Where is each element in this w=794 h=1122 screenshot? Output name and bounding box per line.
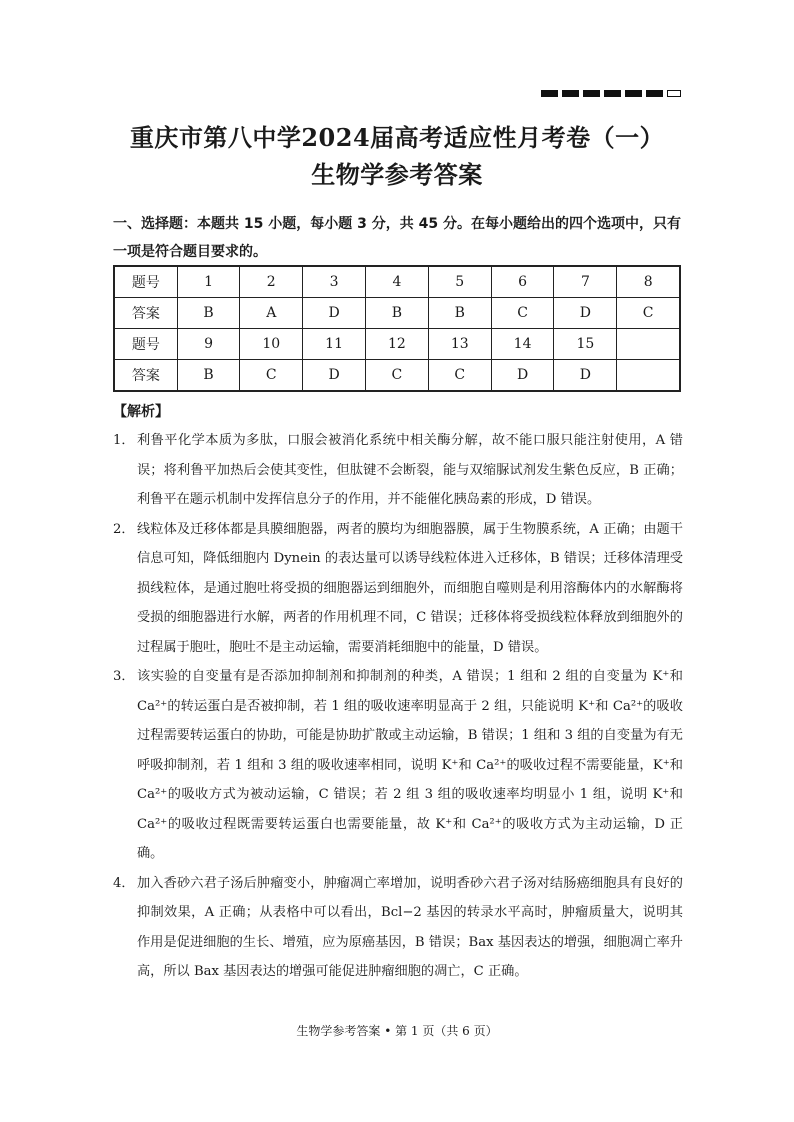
table-cell: 1 <box>177 266 240 298</box>
row-header-cell: 题号 <box>114 266 177 298</box>
mark-block <box>562 90 579 97</box>
mark-block <box>604 90 621 97</box>
table-cell: 4 <box>366 266 429 298</box>
analysis-list <box>113 426 683 987</box>
row-header-cell: 答案 <box>114 298 177 329</box>
item-number: 2． <box>113 521 135 537</box>
table-cell: B <box>177 298 240 329</box>
item-text: 该实验的自变量有是否添加抑制剂和抑制剂的种类，A 错误；1 组和 2 组的自变量为 K⁺和 Ca²⁺的转运蛋白是否被抑制，若 1 组的吸收速率明显高于 2 组，只能说明 K⁺和 Ca²⁺的吸收过程需要转运蛋白的协助，可能是协助扩散或主动运输，B 错误；1 组和 3 组的自变量为有无呼吸抑制剂，若 1 组和 3 组的吸收速率相同，说明 K⁺和 Ca²⁺的吸收过程不需要能量，K⁺和 Ca²⁺的吸收方式为被动运输，C 错误；若 2 组 3 组的吸收速率均明显小 1 组，说明 K⁺和 Ca²⁺的吸收过程既需要转运蛋白也需要能量，故 K⁺和 Ca²⁺的吸收方式为主动运输，D 正确。 <box>137 669 683 861</box>
item-text: 加入香砂六君子汤后肿瘤变小，肿瘤凋亡率增加，说明香砂六君子汤对结肠癌细胞具有良好的抑制效果，A 正确；从表格中可以看出，Bcl−2 基因的转录水平高时，肿瘤质量大，说明其作用是促进细胞的生长、增殖，应为原癌基因，B 错误；Bax 基因表达的增强，细胞凋亡率升高，所以 Bax 基因表达的增强可能促进肿瘤细胞的凋亡，C 正确。 <box>137 875 683 979</box>
table-cell: D <box>554 298 617 329</box>
table-cell: B <box>177 360 240 392</box>
table-cell <box>617 329 680 360</box>
table-cell: 11 <box>303 329 366 360</box>
table-cell: 8 <box>617 266 680 298</box>
table-cell: 15 <box>554 329 617 360</box>
mark-block <box>541 90 558 97</box>
table-cell: 6 <box>491 266 554 298</box>
item-number: 1． <box>113 433 135 448</box>
header-marks <box>541 90 681 97</box>
list-item <box>113 869 683 987</box>
table-cell: C <box>491 298 554 329</box>
analysis-label: 【解析】 <box>113 404 169 420</box>
row-header-cell: 答案 <box>114 360 177 392</box>
mark-empty-block <box>667 90 681 97</box>
mark-block <box>625 90 642 97</box>
document-subtitle: 生物学参考答案 <box>311 160 483 189</box>
table-cell: D <box>554 360 617 392</box>
list-item <box>113 426 683 515</box>
table-cell: 3 <box>303 266 366 298</box>
table-row <box>114 298 680 329</box>
table-row <box>114 329 680 360</box>
table-cell: A <box>240 298 303 329</box>
item-number: 3． <box>113 669 135 684</box>
item-number: 4． <box>113 875 135 891</box>
list-item <box>113 662 683 869</box>
item-text: 利鲁平化学本质为多肽，口服会被消化系统中相关酶分解，故不能口服只能注射使用，A 错误；将利鲁平加热后会使其变性，但肽键不会断裂，能与双缩脲试剂发生紫色反应，B 正确；利鲁平在题示机制中发挥信息分子的作用，并不能催化胰岛素的形成，D 错误。 <box>137 433 683 507</box>
table-cell: 7 <box>554 266 617 298</box>
table-cell: 10 <box>240 329 303 360</box>
row-header-cell: 题号 <box>114 329 177 360</box>
table-cell: C <box>366 360 429 392</box>
table-cell <box>617 360 680 392</box>
table-cell: 12 <box>366 329 429 360</box>
table-cell: 14 <box>491 329 554 360</box>
table-row <box>114 360 680 392</box>
section-heading: 一、选择题：本题共 15 小题，每小题 3 分，共 45 分。在每小题给出的四个选项中，只有一项是符合题目要求的。 <box>113 216 681 260</box>
mark-block <box>583 90 600 97</box>
table-cell: C <box>240 360 303 392</box>
table-cell: 5 <box>428 266 491 298</box>
table-cell: C <box>428 360 491 392</box>
table-cell: B <box>428 298 491 329</box>
table-cell: 13 <box>428 329 491 360</box>
mark-block <box>646 90 663 97</box>
table-cell: B <box>366 298 429 329</box>
document-title: 重庆市第八中学2024届高考适应性月考卷（一） <box>129 123 665 152</box>
table-cell: C <box>617 298 680 329</box>
item-text: 线粒体及迁移体都是具膜细胞器，两者的膜均为细胞器膜，属于生物膜系统，A 正确；由题干信息可知，降低细胞内 Dynein 的表达量可以诱导线粒体进入迁移体，B 错误；迁移体清理受损线粒体，是通过胞吐将受损的细胞器运到细胞外，而细胞自噬则是利用溶酶体内的水解酶将受损的细胞器进行水解，两者的作用机理不同，C 错误；迁移体将受损线粒体释放到细胞外的过程属于胞吐，胞吐不是主动运输，需要消耗细胞中的能量，D 错误。 <box>137 521 683 655</box>
list-item <box>113 515 683 663</box>
answer-table <box>113 265 681 392</box>
table-cell: D <box>491 360 554 392</box>
page-footer: 生物学参考答案 • 第 1 页（共 6 页） <box>296 1024 498 1038</box>
table-row <box>114 266 680 298</box>
table-cell: 2 <box>240 266 303 298</box>
table-cell: 9 <box>177 329 240 360</box>
table-cell: D <box>303 360 366 392</box>
table-cell: D <box>303 298 366 329</box>
